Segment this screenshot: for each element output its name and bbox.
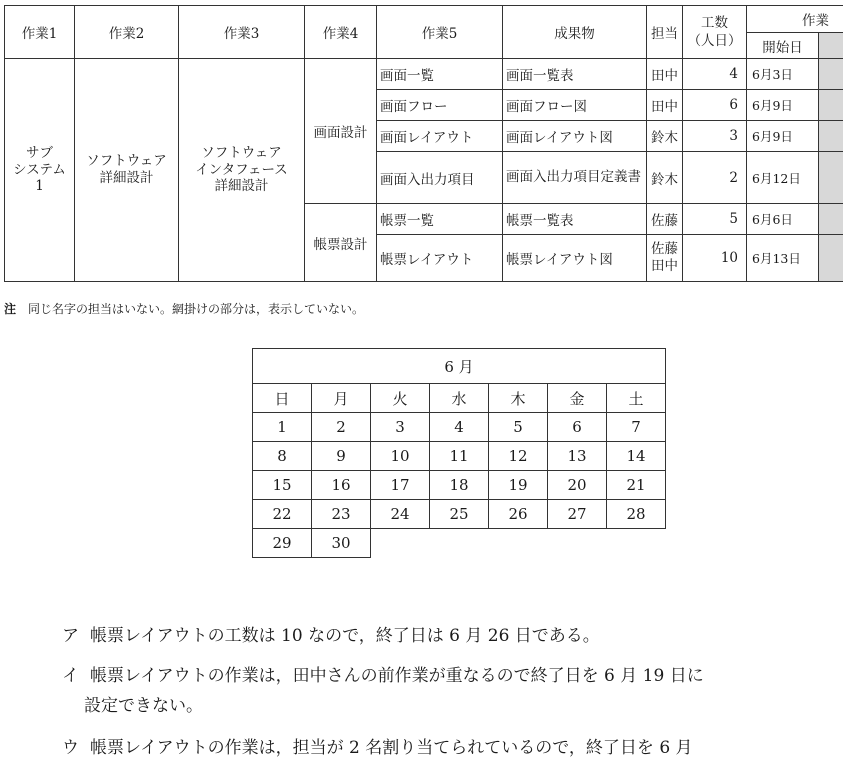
calendar-empty [489, 529, 548, 558]
table-note [4, 300, 364, 317]
interface-design-cell [179, 59, 305, 282]
weekday-mon: 月 [312, 384, 371, 413]
subsystem-line2: システム [13, 162, 66, 178]
choice-i-text: 帳票レイアウトの作業は，田中さんの前作業が重なるので終了日を 6 月 19 日に [90, 666, 704, 686]
owner-cell: 鈴木 [647, 121, 683, 152]
calendar-day: 10 [371, 442, 430, 471]
choice-u-text: 帳票レイアウトの作業は，担当が 2 名割り当てられているので，終了日を 6 月 [90, 738, 693, 758]
calendar-day: 2 [312, 413, 371, 442]
table-row [5, 59, 843, 90]
detail-design-cell [75, 59, 179, 282]
choice-a [62, 624, 600, 648]
effort-cell: 6 [683, 90, 747, 121]
shaded-cell [819, 90, 843, 121]
header-effort [683, 6, 747, 59]
calendar-day: 4 [430, 413, 489, 442]
calendar-week [253, 471, 666, 500]
start-date-cell: 6月13日 [747, 235, 819, 282]
screen-design-cell: 画面設計 [305, 59, 377, 204]
calendar-month: 6 月 [253, 349, 666, 384]
deliverable-cell: 帳票レイアウト図 [503, 235, 647, 282]
deliverable-cell: 画面一覧表 [503, 59, 647, 90]
effort-cell: 10 [683, 235, 747, 282]
choice-a-text: 帳票レイアウトの工数は 10 なので，終了日は 6 月 26 日である。 [90, 626, 600, 646]
task-cell: 画面フロー [377, 90, 503, 121]
calendar-empty [607, 529, 666, 558]
shaded-cell [819, 59, 843, 90]
interface-design-line3: 詳細設計 [215, 178, 269, 194]
owner-cell [647, 235, 683, 282]
calendar-day: 19 [489, 471, 548, 500]
effort-cell: 3 [683, 121, 747, 152]
interface-design-line1: ソフトウェア [201, 145, 281, 161]
calendar-day: 24 [371, 500, 430, 529]
calendar-day: 11 [430, 442, 489, 471]
calendar-day: 7 [607, 413, 666, 442]
weekday-wed: 水 [430, 384, 489, 413]
header-w1: 作業1 [5, 6, 75, 59]
deliverable-cell: 帳票一覧表 [503, 204, 647, 235]
calendar-day: 5 [489, 413, 548, 442]
wbs-table [4, 5, 843, 282]
choice-i [62, 664, 704, 718]
owner-cell: 佐藤 [647, 204, 683, 235]
shaded-cell [819, 121, 843, 152]
effort-cell: 2 [683, 152, 747, 204]
task-cell: 帳票一覧 [377, 204, 503, 235]
owner-cell: 田中 [647, 59, 683, 90]
form-design-cell: 帳票設計 [305, 204, 377, 282]
header-owner: 担当 [647, 6, 683, 59]
deliverable-cell: 画面フロー図 [503, 90, 647, 121]
deliverable-cell: 画面レイアウト図 [503, 121, 647, 152]
weekday-sat: 土 [607, 384, 666, 413]
owner-name-1: 佐藤 [651, 241, 678, 257]
calendar-day: 23 [312, 500, 371, 529]
task-cell: 帳票レイアウト [377, 235, 503, 282]
header-w2: 作業2 [75, 6, 179, 59]
calendar-day: 12 [489, 442, 548, 471]
calendar-day: 28 [607, 500, 666, 529]
calendar-day: 17 [371, 471, 430, 500]
start-date-cell: 6月12日 [747, 152, 819, 204]
calendar-week [253, 413, 666, 442]
wbs-table-region [0, 0, 843, 290]
calendar-week [253, 442, 666, 471]
subsystem-line1: サブ [26, 145, 53, 161]
start-date-cell: 6月9日 [747, 90, 819, 121]
start-date-cell: 6月9日 [747, 121, 819, 152]
header-deliverable: 成果物 [503, 6, 647, 59]
calendar-day: 21 [607, 471, 666, 500]
interface-design-line2: インタフェース [195, 162, 288, 178]
subsystem-line3: 1 [35, 178, 44, 194]
weekday-thu: 木 [489, 384, 548, 413]
choice-u-label: ウ [62, 736, 90, 760]
note-label: 注 [4, 302, 16, 316]
detail-design-line1: ソフトウェア [86, 153, 166, 169]
calendar-day: 25 [430, 500, 489, 529]
calendar-day: 14 [607, 442, 666, 471]
calendar-day: 29 [253, 529, 312, 558]
calendar-day: 8 [253, 442, 312, 471]
header-work-group: 作業 [747, 6, 843, 33]
calendar-week [253, 529, 666, 558]
calendar-day: 20 [548, 471, 607, 500]
calendar-day: 1 [253, 413, 312, 442]
june-calendar [252, 348, 666, 558]
choice-i-continuation: 設定できない。 [62, 694, 704, 718]
header-w3: 作業3 [179, 6, 305, 59]
choice-u [62, 736, 693, 760]
task-cell: 画面レイアウト [377, 121, 503, 152]
header-effort-unit: （人日） [688, 33, 742, 49]
weekday-tue: 火 [371, 384, 430, 413]
calendar-day: 18 [430, 471, 489, 500]
start-date-cell: 6月6日 [747, 204, 819, 235]
calendar-day: 3 [371, 413, 430, 442]
calendar-day: 30 [312, 529, 371, 558]
effort-cell: 5 [683, 204, 747, 235]
shaded-header-cell [819, 33, 843, 59]
calendar-day: 15 [253, 471, 312, 500]
note-text: 同じ名字の担当はいない。網掛けの部分は，表示していない。 [28, 302, 364, 316]
header-w4: 作業4 [305, 6, 377, 59]
owner-cell: 鈴木 [647, 152, 683, 204]
choice-i-label: イ [62, 664, 90, 688]
choice-a-label: ア [62, 624, 90, 648]
weekday-fri: 金 [548, 384, 607, 413]
calendar-day: 26 [489, 500, 548, 529]
header-effort-label: 工数 [701, 15, 728, 31]
calendar-day: 6 [548, 413, 607, 442]
deliverable-cell: 画面入出力項目定義書 [503, 152, 647, 204]
calendar-empty [548, 529, 607, 558]
header-w5: 作業5 [377, 6, 503, 59]
calendar-day: 27 [548, 500, 607, 529]
calendar-week [253, 500, 666, 529]
weekday-sun: 日 [253, 384, 312, 413]
task-cell: 画面一覧 [377, 59, 503, 90]
shaded-cell [819, 235, 843, 282]
subsystem-cell [5, 59, 75, 282]
task-cell: 画面入出力項目 [377, 152, 503, 204]
start-date-cell: 6月3日 [747, 59, 819, 90]
calendar-empty [430, 529, 489, 558]
shaded-cell [819, 204, 843, 235]
owner-name-2: 田中 [651, 258, 678, 274]
calendar-day: 16 [312, 471, 371, 500]
owner-cell: 田中 [647, 90, 683, 121]
calendar-day: 9 [312, 442, 371, 471]
calendar-empty [371, 529, 430, 558]
calendar-day: 22 [253, 500, 312, 529]
detail-design-line2: 詳細設計 [100, 170, 154, 186]
calendar-day: 13 [548, 442, 607, 471]
header-start: 開始日 [747, 33, 819, 59]
effort-cell: 4 [683, 59, 747, 90]
shaded-cell [819, 152, 843, 204]
